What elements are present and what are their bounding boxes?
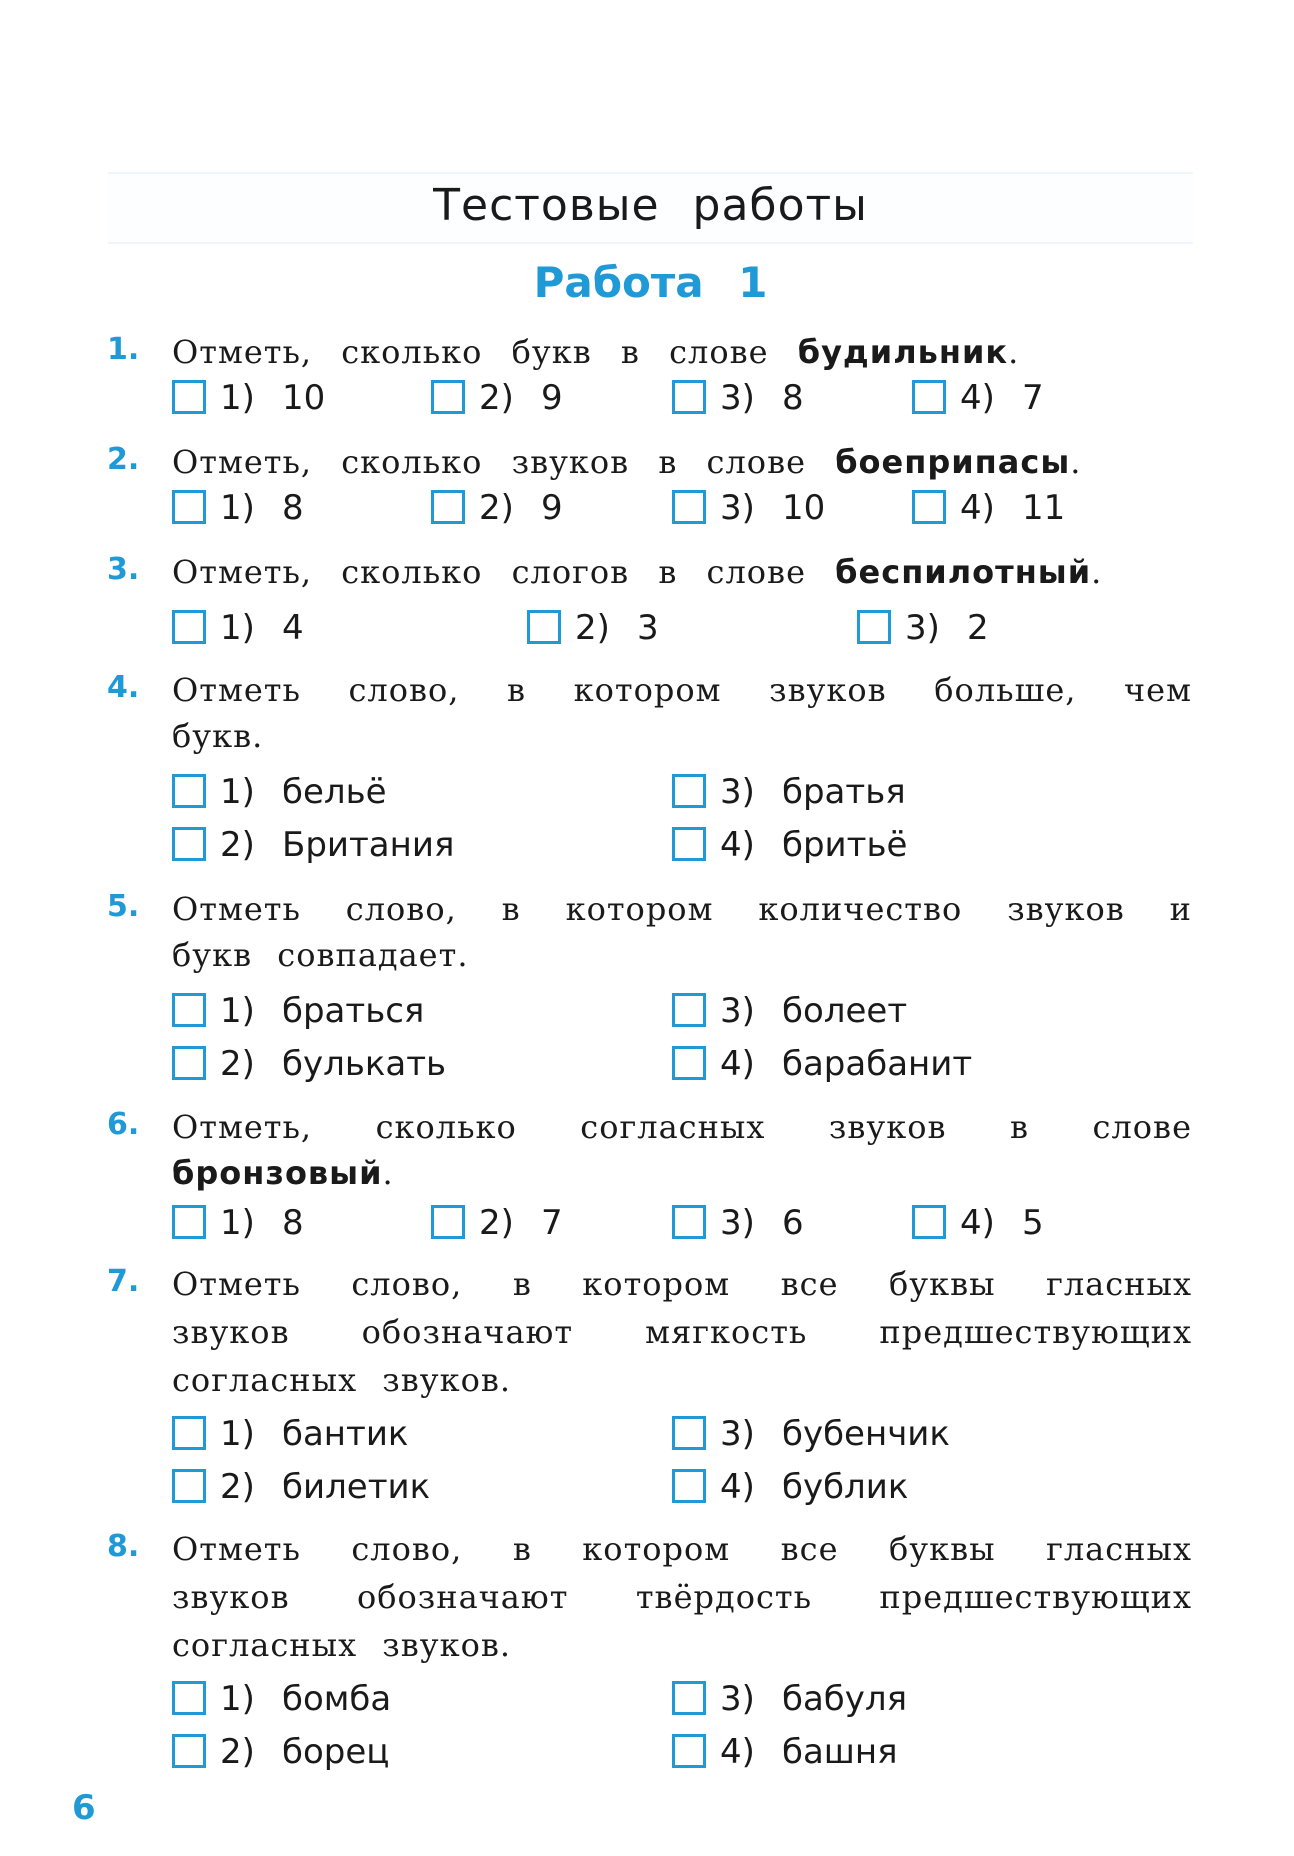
- checkbox[interactable]: [172, 827, 206, 861]
- answer-option[interactable]: 2) Британия: [172, 821, 454, 869]
- task-number: 6.: [107, 1107, 140, 1142]
- checkbox[interactable]: [912, 490, 946, 524]
- checkbox[interactable]: [672, 827, 706, 861]
- answer-option[interactable]: 3) бабуля: [672, 1675, 907, 1723]
- task-number: 8.: [107, 1529, 140, 1564]
- answer-option[interactable]: 3) 8: [672, 374, 804, 422]
- checkbox[interactable]: [431, 380, 465, 414]
- answer-option[interactable]: 2) 7: [431, 1199, 563, 1247]
- answer-option[interactable]: 4) бритьё: [672, 821, 907, 869]
- checkbox[interactable]: [172, 1734, 206, 1768]
- answer-option[interactable]: 1) 8: [172, 484, 304, 532]
- task-number: 5.: [107, 889, 140, 924]
- question-keyword: боеприпасы: [835, 443, 1071, 481]
- answer-option[interactable]: 3) бубенчик: [672, 1410, 950, 1458]
- answer-option[interactable]: 2) булькать: [172, 1040, 446, 1088]
- checkbox[interactable]: [672, 774, 706, 808]
- answer-option[interactable]: 4) башня: [672, 1728, 898, 1776]
- checkbox[interactable]: [431, 1205, 465, 1239]
- answer-option[interactable]: 3) братья: [672, 768, 906, 816]
- answer-option[interactable]: 1) 4: [172, 604, 304, 652]
- answer-option[interactable]: 4) барабанит: [672, 1040, 972, 1088]
- question-text: Отметь, сколько слогов в слове беспилотный.: [172, 553, 1103, 591]
- answer-option[interactable]: 1) 8: [172, 1199, 304, 1247]
- checkbox[interactable]: [172, 774, 206, 808]
- question-text: Отметь слово, в котором все буквы гласных звуков обозначают твёрдость предшествующих согласных звуков.: [172, 1530, 1192, 1664]
- answer-option[interactable]: 1) бомба: [172, 1675, 391, 1723]
- checkbox[interactable]: [172, 1205, 206, 1239]
- checkbox[interactable]: [672, 1046, 706, 1080]
- answer-option[interactable]: 3) 10: [672, 484, 825, 532]
- question-text: Отметь, сколько букв в слове будильник.: [172, 333, 1020, 371]
- checkbox[interactable]: [172, 1416, 206, 1450]
- page-number: 6: [72, 1788, 96, 1828]
- checkbox[interactable]: [857, 610, 891, 644]
- checkbox[interactable]: [172, 1469, 206, 1503]
- answer-option[interactable]: 3) 2: [857, 604, 989, 652]
- checkbox[interactable]: [172, 1046, 206, 1080]
- answer-option[interactable]: 1) бельё: [172, 768, 387, 816]
- question-keyword: будильник: [797, 333, 1009, 371]
- checkbox[interactable]: [172, 380, 206, 414]
- task-number: 2.: [107, 442, 140, 477]
- question-keyword: беспилотный: [835, 553, 1092, 591]
- checkbox[interactable]: [672, 1681, 706, 1715]
- answer-option[interactable]: 1) 10: [172, 374, 325, 422]
- answer-option[interactable]: 2) 3: [527, 604, 659, 652]
- work-title: Работа 1: [533, 258, 768, 307]
- checkbox[interactable]: [672, 490, 706, 524]
- answer-option[interactable]: 1) бантик: [172, 1410, 408, 1458]
- answer-option[interactable]: 4) 11: [912, 484, 1065, 532]
- checkbox[interactable]: [672, 993, 706, 1027]
- answer-option[interactable]: 4) бублик: [672, 1463, 908, 1511]
- answer-option[interactable]: 2) борец: [172, 1728, 389, 1776]
- checkbox[interactable]: [672, 1734, 706, 1768]
- question-text: Отметь слово, в котором количество звуков и букв совпадает.: [172, 890, 1192, 974]
- answer-option[interactable]: 4) 7: [912, 374, 1044, 422]
- task-number: 4.: [107, 670, 140, 705]
- checkbox[interactable]: [172, 993, 206, 1027]
- checkbox[interactable]: [912, 1205, 946, 1239]
- answer-option[interactable]: 2) билетик: [172, 1463, 430, 1511]
- answer-option[interactable]: 4) 5: [912, 1199, 1044, 1247]
- checkbox[interactable]: [672, 380, 706, 414]
- checkbox[interactable]: [672, 1205, 706, 1239]
- answer-option[interactable]: 3) 6: [672, 1199, 804, 1247]
- answer-option[interactable]: 2) 9: [431, 374, 563, 422]
- task-number: 7.: [107, 1264, 140, 1299]
- checkbox[interactable]: [172, 1681, 206, 1715]
- checkbox[interactable]: [172, 610, 206, 644]
- answer-option[interactable]: 1) браться: [172, 987, 424, 1035]
- question-keyword: бронзовый: [172, 1154, 383, 1192]
- checkbox[interactable]: [912, 380, 946, 414]
- section-title: Тестовые работы: [433, 180, 868, 231]
- task-number: 1.: [107, 332, 140, 367]
- question-text: Отметь слово, в котором звуков больше, чем букв.: [172, 671, 1192, 755]
- checkbox[interactable]: [672, 1469, 706, 1503]
- checkbox[interactable]: [172, 490, 206, 524]
- checkbox[interactable]: [527, 610, 561, 644]
- checkbox[interactable]: [672, 1416, 706, 1450]
- checkbox[interactable]: [431, 490, 465, 524]
- answer-option[interactable]: 2) 9: [431, 484, 563, 532]
- question-text: Отметь, сколько согласных звуков в слове бронзовый.: [172, 1108, 1192, 1192]
- question-text: Отметь, сколько звуков в слове боеприпасы.: [172, 443, 1082, 481]
- question-text: Отметь слово, в котором все буквы гласных звуков обозначают мягкость предшествующих согласных звуков.: [172, 1265, 1192, 1399]
- answer-option[interactable]: 3) болеет: [672, 987, 907, 1035]
- task-number: 3.: [107, 552, 140, 587]
